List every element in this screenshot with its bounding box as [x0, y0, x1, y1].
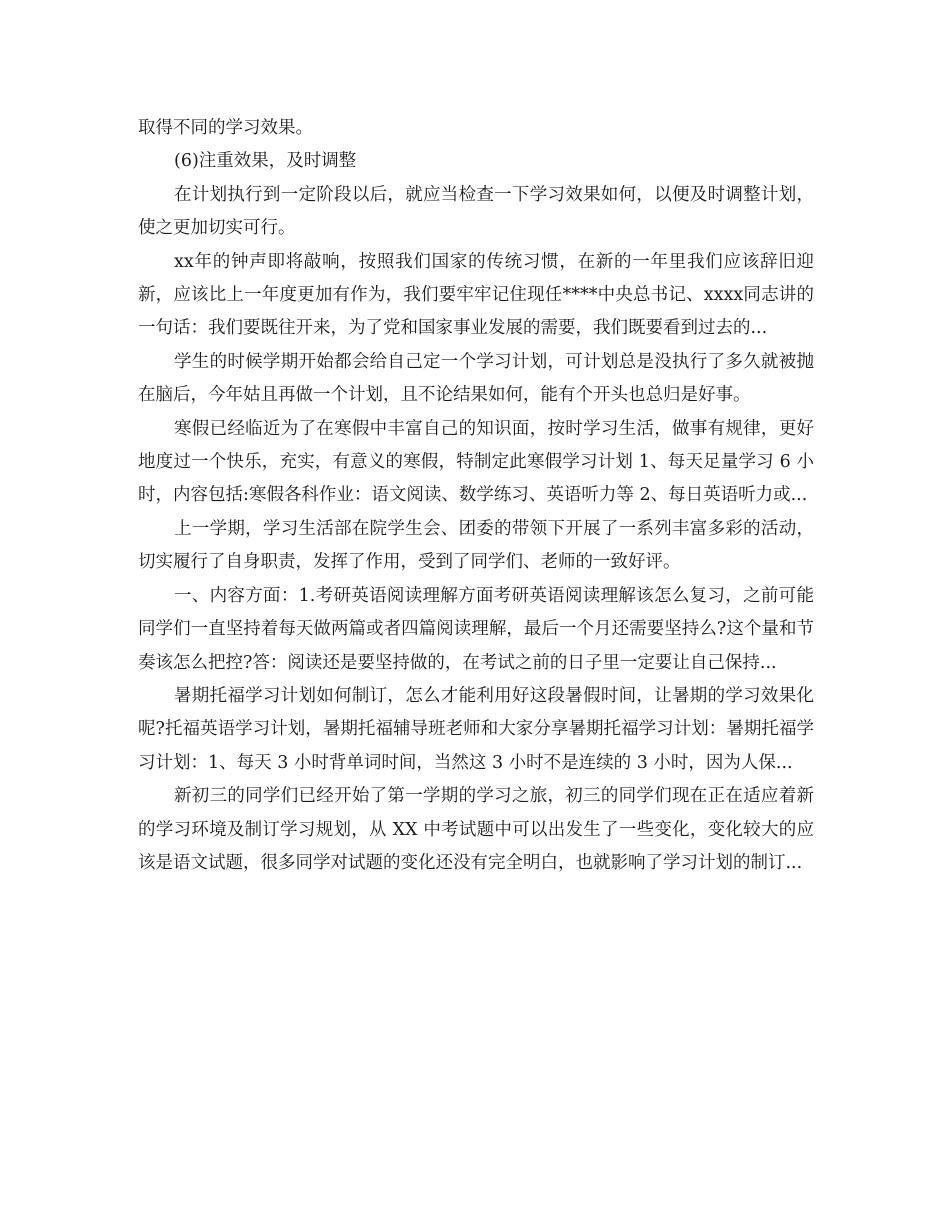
paragraph-continuation: 取得不同的学习效果。: [138, 118, 313, 138]
paragraph: 学生的时候学期开始都会给自己定一个学习计划，可计划总是没执行了多久就被抛在脑后，今年姑且再做一个计划，且不论结果如何，能有个开头也总归是好事。: [138, 351, 814, 406]
paragraph: 新初三的同学们已经开始了第一学期的学习之旅，初三的同学们现在正在适应着新的学习环境及制订学习规划，从 XX 中考试题中可以出发生了一些变化，变化较大的应该是语文试题，很多同学对试题的变化还没有完全明白，也就影响了学习计划的制订...: [138, 786, 814, 873]
section-heading: (6)注重效果，及时调整: [174, 151, 357, 172]
paragraph: 上一学期，学习生活部在院学生会、团委的带领下开展了一系列丰富多彩的活动，切实履行了自身职责，发挥了作用，受到了同学们、老师的一致好评。: [138, 518, 814, 573]
paragraph: xx年的钟声即将敲响，按照我们国家的传统习惯，在新的一年里我们应该辞旧迎新，应该比上一年度更加有作为，我们要牢牢记住现任****中央总书记、xxxx同志讲的一句话：我们要既往开来，为了党和国家事业发展的需要，我们既要看到过去的...: [138, 251, 814, 339]
paragraph: 一、内容方面：1.考研英语阅读理解方面考研英语阅读理解该怎么复习，之前可能同学们一直坚持着每天做两篇或者四篇阅读理解，最后一个月还需要坚持么?这个量和节奏该怎么把控?答：阅读还是要坚持做的，在考试之前的日子里一定要让自己保持...: [138, 585, 814, 673]
document-page: [138, 112, 814, 880]
paragraph: 在计划执行到一定阶段以后，就应当检查一下学习效果如何，以便及时调整计划，使之更加切实可行。: [138, 184, 814, 239]
paragraph: 寒假已经临近为了在寒假中丰富自己的知识面，按时学习生活，做事有规律，更好地度过一个快乐，充实，有意义的寒假，特制定此寒假学习计划 1、每天足量学习 6 小时，内容包括:寒假各科作业：语文阅读、数学练习、英语听力等 2、每日英语听力或...: [138, 418, 814, 506]
paragraph: 暑期托福学习计划如何制订，怎么才能利用好这段暑假时间，让暑期的学习效果化呢?托福英语学习计划，暑期托福辅导班老师和大家分享暑期托福学习计划：暑期托福学习计划：1、每天 3 小时背单词时间，当然这 3 小时不是连续的 3 小时，因为人保...: [138, 685, 814, 773]
